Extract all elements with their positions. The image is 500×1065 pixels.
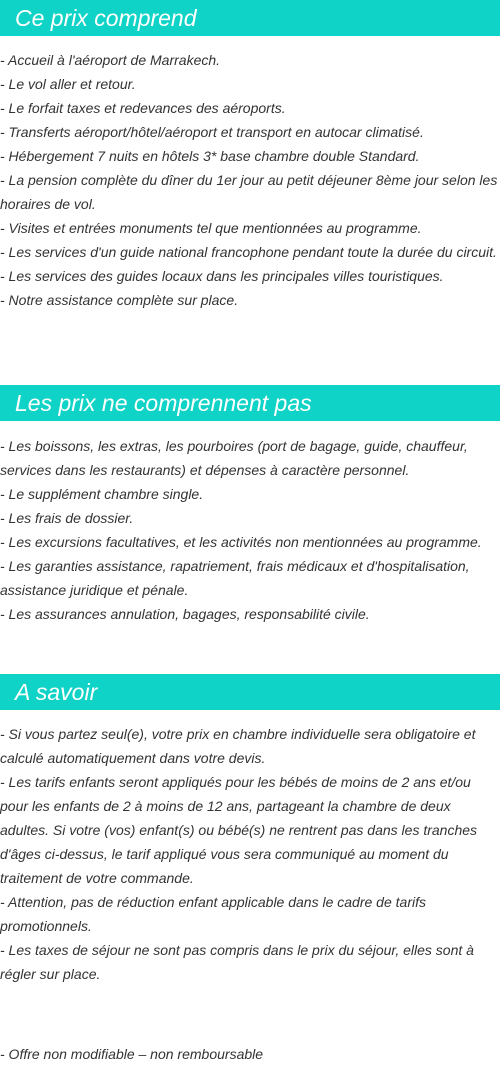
section-title: A savoir [15,679,98,705]
list-item: - Les taxes de séjour ne sont pas compris dans le prix du séjour, elles sont à régler sur place. [0,942,474,982]
list-item: - Le supplément chambre single. [0,486,204,502]
included-list [0,48,500,312]
list-item: - Les tarifs enfants seront appliqués pour les bébés de moins de 2 ans et/ou pour les enfants de 2 à moins de 12 ans, partageant la chambre de deux adultes. Si votre (vos) enfant(s) ou bébé(s) ne rentrent pas dans les tranches d'âges ci-dessus, le tarif appliqué vous sera communiqué au moment du traitement de votre commande. [0,774,478,886]
list-item: - Notre assistance complète sur place. [0,292,239,308]
list-item: - Les services des guides locaux dans les principales villes touristiques. [0,268,444,284]
list-item: - Les services d'un guide national francophone pendant toute la durée du circuit. [0,244,497,260]
list-item: - Le vol aller et retour. [0,76,136,92]
list-item: - La pension complète du dîner du 1er jour au petit déjeuner 8ème jour selon les horaires de vol. [0,172,498,212]
section-title: Les prix ne comprennent pas [15,390,312,416]
list-item: - Le forfait taxes et redevances des aéroports. [0,100,286,116]
not-included-list [0,434,500,626]
section-header-not-included [0,385,500,421]
list-item: - Attention, pas de réduction enfant applicable dans le cadre de tarifs promotionnels. [0,894,426,934]
list-item: - Les frais de dossier. [0,510,134,526]
list-item: - Les excursions facultatives, et les activités non mentionnées au programme. [0,534,482,550]
list-item: - Les boissons, les extras, les pourboires (port de bagage, guide, chauffeur, services dans les restaurants) et dépenses à caractère personnel. [0,438,468,478]
list-item: - Hébergement 7 nuits en hôtels 3* base chambre double Standard. [0,148,420,164]
footer-note: - Offre non modifiable – non remboursable [0,1046,264,1062]
section-header-good-to-know [0,674,500,710]
list-item: - Les assurances annulation, bagages, responsabilité civile. [0,606,370,622]
list-item: - Transferts aéroport/hôtel/aéroport et transport en autocar climatisé. [0,124,424,140]
list-item: - Les garanties assistance, rapatriement, frais médicaux et d'hospitalisation, assistance juridique et pénale. [0,558,470,598]
section-title: Ce prix comprend [15,5,197,31]
list-item: - Accueil à l'aéroport de Marrakech. [0,52,221,68]
good-to-know-list [0,722,500,986]
list-item: - Visites et entrées monuments tel que mentionnées au programme. [0,220,422,236]
section-header-included [0,0,500,36]
list-item: - Si vous partez seul(e), votre prix en chambre individuelle sera obligatoire et calculé automatiquement dans votre devis. [0,726,476,766]
